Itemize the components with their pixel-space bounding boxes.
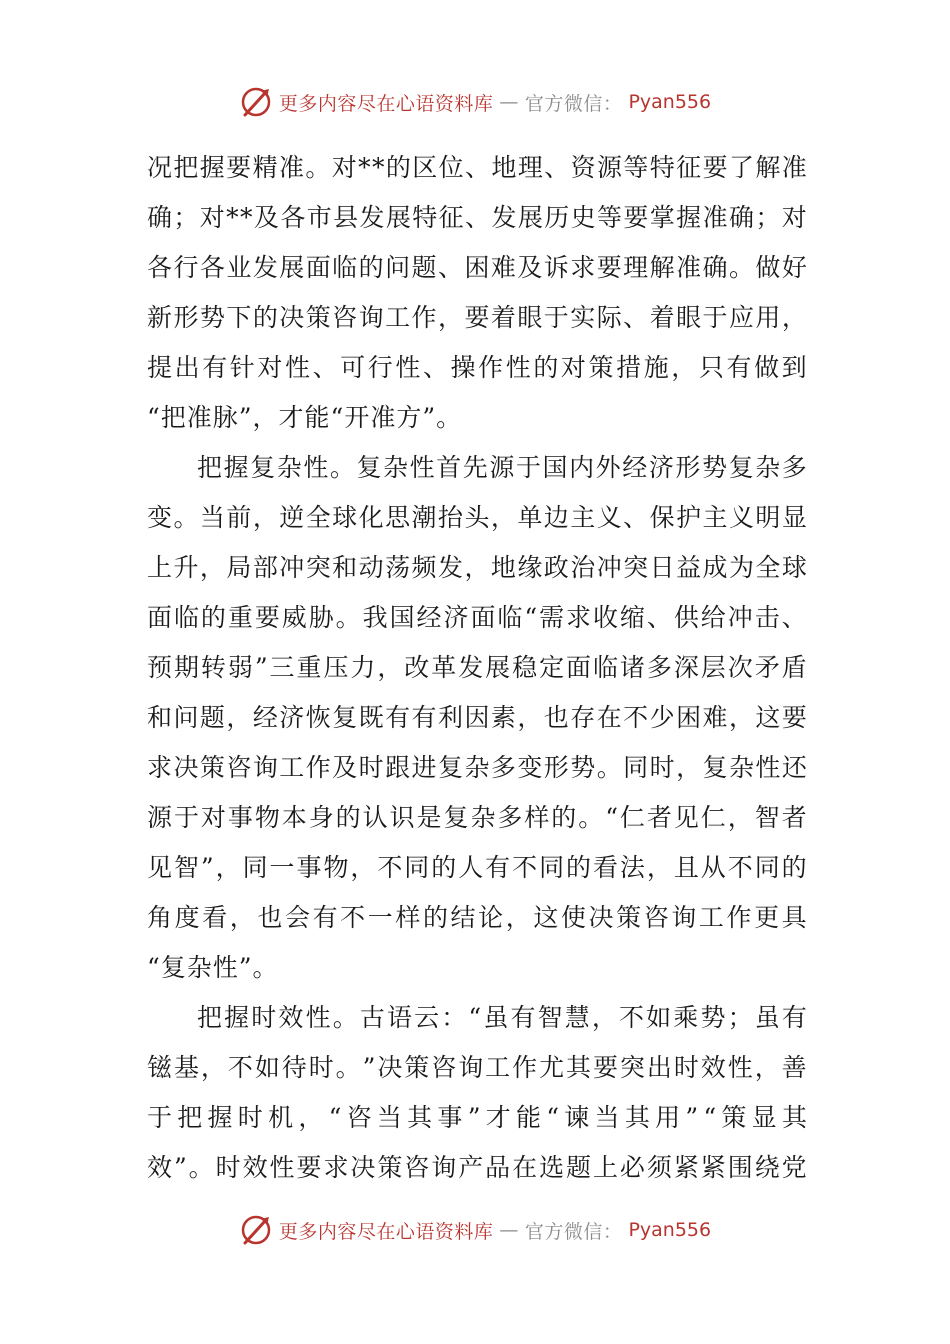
banner-sub-text: 官方微信： (524, 1220, 623, 1243)
banner-main-text: 更多内容尽在心语资料库 (278, 1220, 494, 1243)
header-banner (0, 82, 950, 122)
text-line: 把 握 时 效 性 。 古 语 云 ： “ 虽 有 智 慧 ， 不 如 乘 势 ； 虽 有 (197, 1003, 807, 1032)
text-line: 况 把 握 要 精 准 。 对 * * 的 区 位 、 地 理 、 资 源 等 特 征 要 了 解 准 (147, 153, 807, 182)
paragraph (147, 993, 807, 1193)
text-line: 把 握 复 杂 性 。 复 杂 性 首 先 源 于 国 内 外 经 济 形 势 复 杂 多 (197, 453, 807, 482)
pen-circle-logo-icon (239, 85, 273, 119)
footer-banner (0, 1210, 950, 1250)
text-line: “把准脉”，才能“开准方”。 (147, 403, 463, 432)
text-line: 上 升 ， 局 部 冲 突 和 动 荡 频 发 ， 地 缘 政 治 冲 突 日 益 成 为 全 球 (147, 553, 807, 582)
text-line: 和 问 题 ， 经 济 恢 复 既 有 有 利 因 素 ， 也 存 在 不 少 困 难 ， 这 要 (147, 703, 807, 732)
text-line: 预 期 转 弱 ” 三 重 压 力 ， 改 革 发 展 稳 定 面 临 诸 多 深 层 次 矛 盾 (147, 653, 807, 682)
text-line: “复杂性”。 (147, 953, 279, 982)
banner-dash: — (499, 91, 519, 113)
banner-wechat-id: Pyan556 (628, 1219, 712, 1241)
text-line: 角 度 看 ， 也 会 有 不 一 样 的 结 论 ， 这 使 决 策 咨 询 工 作 更 具 (147, 903, 807, 932)
banner-wechat-id: Pyan556 (628, 91, 712, 113)
text-line: 于 把 握 时 机 ， “ 咨 当 其 事 ” 才 能 “ 谏 当 其 用 ” “ 策 显 其 (147, 1103, 807, 1132)
text-line: 变 。 当 前 ， 逆 全 球 化 思 潮 抬 头 ， 单 边 主 义 、 保 护 主 义 明 显 (147, 503, 807, 532)
text-line: 求 决 策 咨 询 工 作 及 时 跟 进 复 杂 多 变 形 势 。 同 时 ， 复 杂 性 还 (147, 753, 807, 782)
pen-circle-logo-icon (239, 1213, 273, 1247)
paragraph (147, 143, 807, 443)
text-line: 镃 基 ， 不 如 待 时 。 ” 决 策 咨 询 工 作 尤 其 要 突 出 时 效 性 ， 善 (147, 1053, 807, 1082)
text-line: 确 ； 对 * * 及 各 市 县 发 展 特 征 、 发 展 历 史 等 要 掌 握 准 确 ； 对 (147, 203, 807, 232)
document-body (147, 143, 807, 1193)
text-line: 见 智 ” ， 同 一 事 物 ， 不 同 的 人 有 不 同 的 看 法 ， 且 从 不 同 的 (147, 853, 807, 882)
text-line: 源 于 对 事 物 本 身 的 认 识 是 复 杂 多 样 的 。 “ 仁 者 见 仁 ， 智 者 (147, 803, 807, 832)
text-line: 新 形 势 下 的 决 策 咨 询 工 作 ， 要 着 眼 于 实 际 、 着 眼 于 应 用 ， (147, 303, 807, 332)
paragraph (147, 443, 807, 993)
text-line: 面 临 的 重 要 威 胁 。 我 国 经 济 面 临 “ 需 求 收 缩 、 供 给 冲 击 、 (147, 603, 807, 632)
banner-dash: — (499, 1219, 519, 1241)
banner-sub-text: 官方微信： (524, 92, 623, 115)
text-line: 效 ” 。 时 效 性 要 求 决 策 咨 询 产 品 在 选 题 上 必 须 紧 紧 围 绕 党 (147, 1153, 807, 1182)
text-line: 提 出 有 针 对 性 、 可 行 性 、 操 作 性 的 对 策 措 施 ， 只 有 做 到 (147, 353, 807, 382)
banner-main-text: 更多内容尽在心语资料库 (278, 92, 494, 115)
text-line: 各 行 各 业 发 展 面 临 的 问 题 、 困 难 及 诉 求 要 理 解 准 确 。 做 好 (147, 253, 807, 282)
